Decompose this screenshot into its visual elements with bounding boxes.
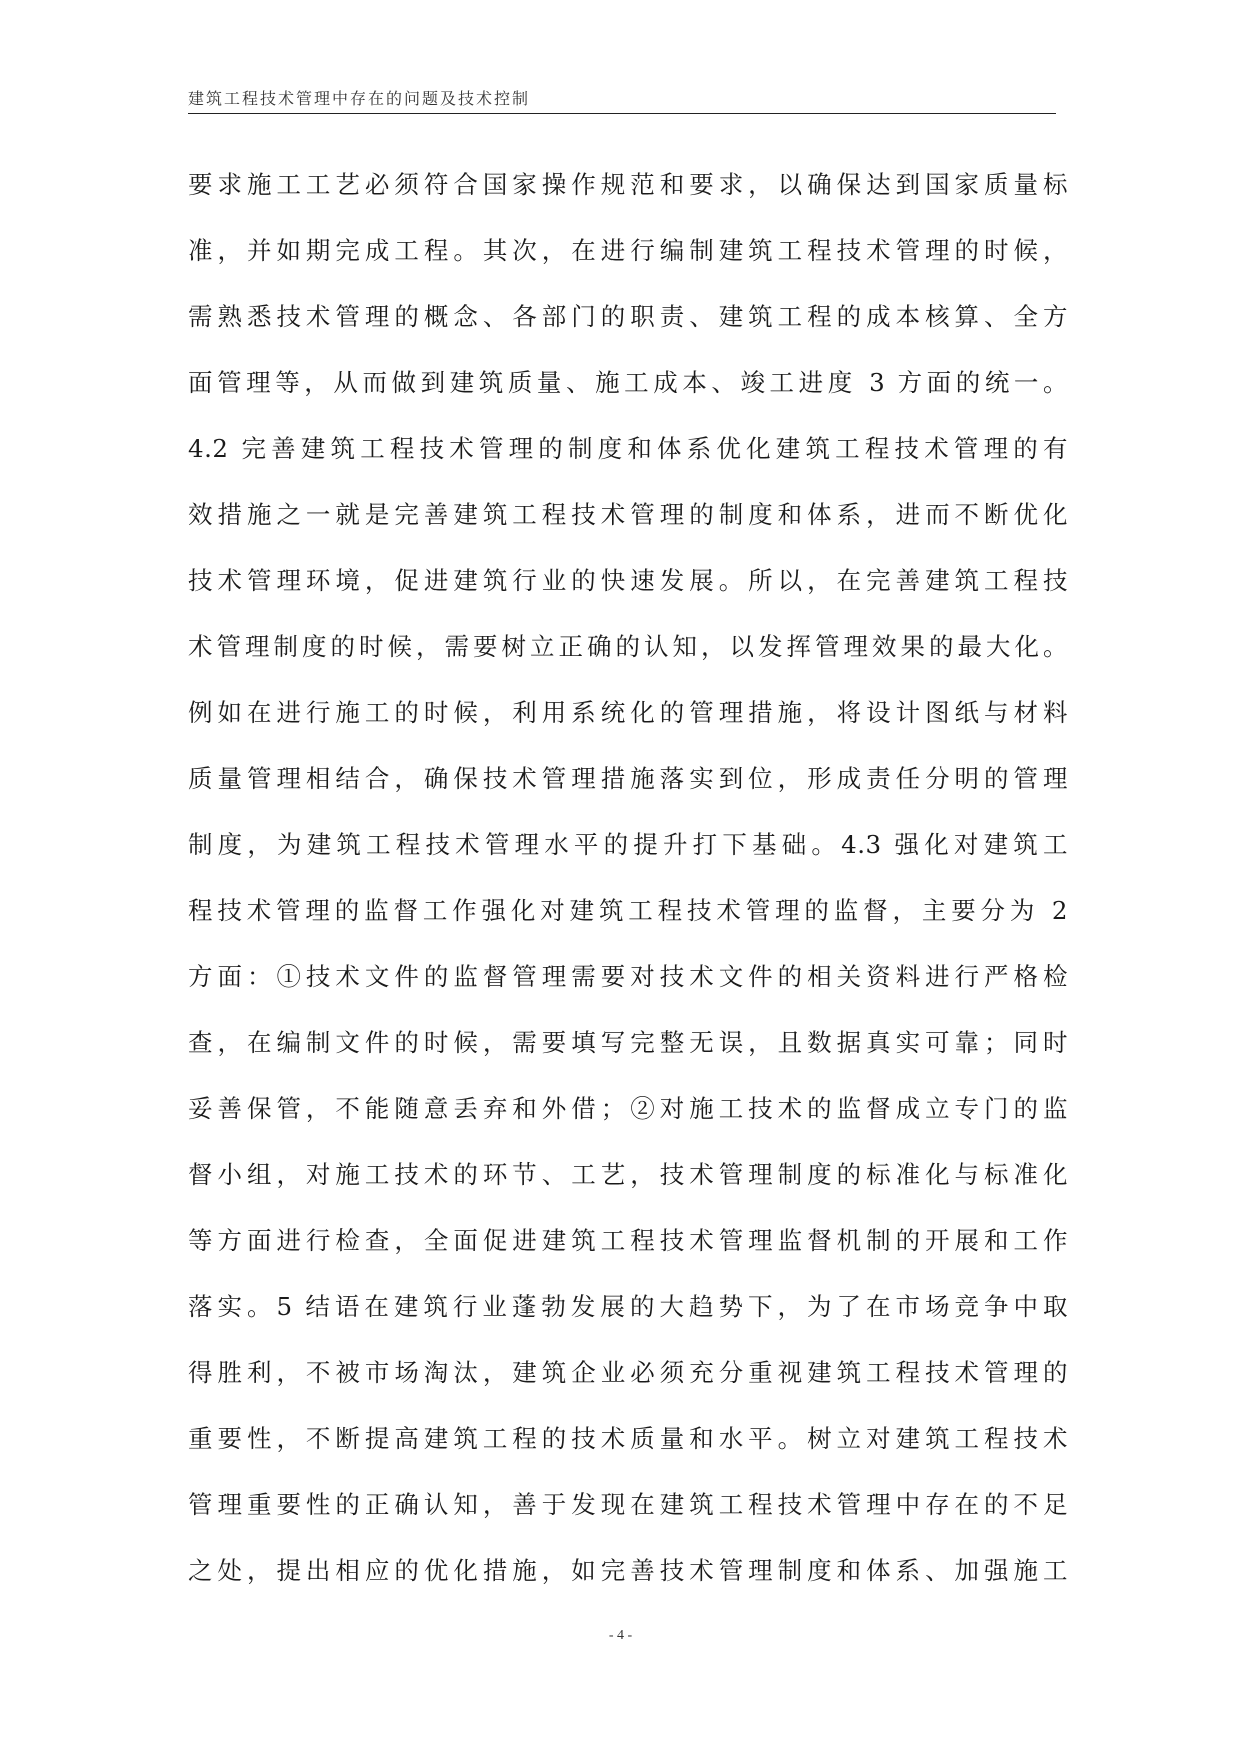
text-line: 技术管理环境，促进建筑行业的快速发展。所以，在完善建筑工程技 bbox=[188, 566, 1068, 595]
text-line: 例如在进行施工的时候，利用系统化的管理措施，将设计图纸与材料 bbox=[188, 698, 1068, 727]
text-line: 程技术管理的监督工作强化对建筑工程技术管理的监督，主要分为 2 bbox=[188, 896, 1068, 925]
text-line: 重要性，不断提高建筑工程的技术质量和水平。树立对建筑工程技术 bbox=[188, 1424, 1068, 1453]
text-line: 之处，提出相应的优化措施，如完善技术管理制度和体系、加强施工 bbox=[188, 1556, 1068, 1585]
text-line: 质量管理相结合，确保技术管理措施落实到位，形成责任分明的管理 bbox=[188, 764, 1068, 793]
text-line: 效措施之一就是完善建筑工程技术管理的制度和体系，进而不断优化 bbox=[188, 500, 1068, 529]
text-line: 4.2 完善建筑工程技术管理的制度和体系优化建筑工程技术管理的有 bbox=[188, 434, 1068, 463]
text-line: 方面：①技术文件的监督管理需要对技术文件的相关资料进行严格检 bbox=[188, 962, 1068, 991]
text-line: 术管理制度的时候，需要树立正确的认知，以发挥管理效果的最大化。 bbox=[188, 632, 1068, 661]
header-divider bbox=[188, 113, 1056, 114]
text-line: 面管理等，从而做到建筑质量、施工成本、竣工进度 3 方面的统一。 bbox=[188, 368, 1068, 397]
text-line: 制度，为建筑工程技术管理水平的提升打下基础。4.3 强化对建筑工 bbox=[188, 830, 1068, 859]
body-text bbox=[188, 168, 1068, 1620]
text-line: 查，在编制文件的时候，需要填写完整无误，且数据真实可靠；同时 bbox=[188, 1028, 1068, 1057]
text-line: 落实。5 结语在建筑行业蓬勃发展的大趋势下，为了在市场竞争中取 bbox=[188, 1292, 1068, 1321]
page-number: - 4 - bbox=[608, 1628, 633, 1643]
text-line: 等方面进行检查，全面促进建筑工程技术管理监督机制的开展和工作 bbox=[188, 1226, 1068, 1255]
text-line: 准，并如期完成工程。其次，在进行编制建筑工程技术管理的时候， bbox=[188, 236, 1068, 265]
running-header: 建筑工程技术管理中存在的问题及技术控制 bbox=[188, 89, 531, 108]
text-line: 得胜利，不被市场淘汰，建筑企业必须充分重视建筑工程技术管理的 bbox=[188, 1358, 1068, 1387]
text-line: 妥善保管，不能随意丢弃和外借；②对施工技术的监督成立专门的监 bbox=[188, 1094, 1068, 1123]
text-line: 需熟悉技术管理的概念、各部门的职责、建筑工程的成本核算、全方 bbox=[188, 302, 1068, 331]
text-line: 督小组，对施工技术的环节、工艺，技术管理制度的标准化与标准化 bbox=[188, 1160, 1068, 1189]
text-line: 管理重要性的正确认知，善于发现在建筑工程技术管理中存在的不足 bbox=[188, 1490, 1068, 1519]
text-line: 要求施工工艺必须符合国家操作规范和要求，以确保达到国家质量标 bbox=[188, 170, 1068, 199]
